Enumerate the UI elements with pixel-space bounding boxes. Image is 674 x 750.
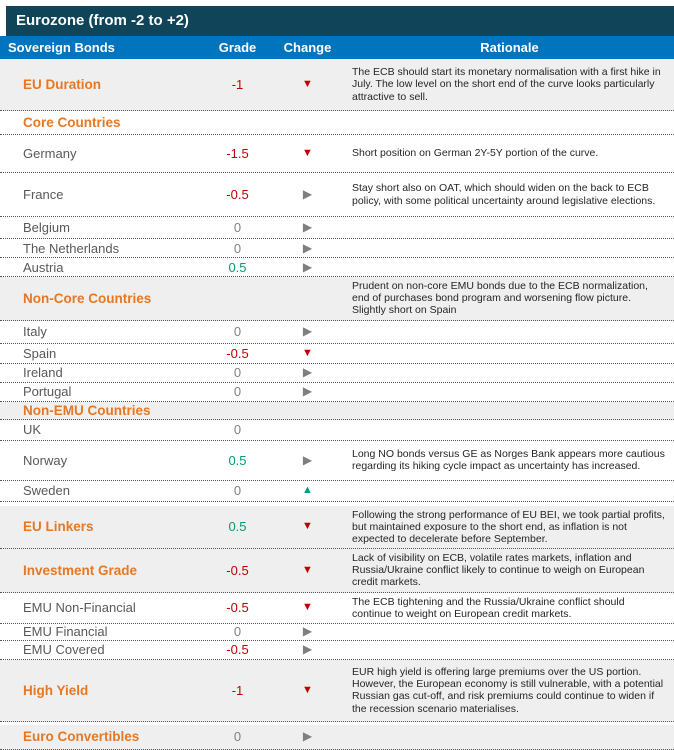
- bond-grades-table: [0, 6, 674, 750]
- row-label: UK: [23, 422, 42, 438]
- change-cell: [270, 685, 345, 696]
- row-label: Investment Grade: [23, 562, 138, 578]
- column-header-change: Change: [283, 40, 332, 55]
- table-row: [0, 660, 674, 722]
- table-row: [0, 239, 674, 258]
- change-cell: [270, 602, 345, 613]
- grade-value: -0.5: [226, 562, 249, 578]
- row-label: Norway: [23, 452, 68, 468]
- change-cell: [270, 485, 345, 496]
- table-row: [0, 277, 674, 321]
- down-arrow-icon: ▼: [302, 563, 313, 576]
- row-label: EMU Non-Financial: [23, 600, 136, 616]
- grade-value: -0.5: [226, 642, 249, 658]
- right-arrow-icon: ▶: [302, 729, 313, 744]
- row-label: Belgium: [23, 220, 70, 235]
- change-cell: [270, 188, 345, 201]
- table-row: [0, 364, 674, 383]
- grade-value: 0: [233, 240, 242, 256]
- rationale-text: Long NO bonds versus GE as Norges Bank appears more cautious regarding its hiking cycle impact as uncertainty has increased.: [352, 447, 665, 473]
- right-arrow-icon: ▶: [302, 324, 313, 339]
- table-row: [0, 111, 674, 135]
- rationale-text: [345, 488, 674, 494]
- column-header-grade: Grade: [218, 40, 257, 55]
- row-label: Ireland: [23, 365, 63, 381]
- grade-value: 0: [233, 422, 242, 438]
- down-arrow-icon: ▼: [302, 520, 313, 533]
- down-arrow-icon: ▼: [302, 147, 313, 159]
- grade-value: 0: [233, 324, 242, 340]
- rationale-text: [345, 245, 674, 251]
- row-label: EU Linkers: [23, 519, 94, 535]
- grade-value: 0: [233, 483, 242, 499]
- row-label: Non-EMU Countries: [23, 402, 151, 418]
- row-label: Sweden: [23, 483, 70, 499]
- right-arrow-icon: ▶: [302, 240, 313, 255]
- change-cell: [270, 730, 345, 743]
- table-title: Eurozone (from -2 to +2): [16, 12, 189, 29]
- grade-value: 0: [233, 624, 242, 640]
- rationale-text: Short position on German 2Y-5Y portion of the curve.: [352, 147, 599, 160]
- table-row: [0, 344, 674, 364]
- table-row: [0, 217, 674, 239]
- row-label: Spain: [23, 345, 57, 361]
- rationale-text: Prudent on non-core EMU bonds due to the ECB normalization, end of purchases bond program and worsening flow picture. Slightly short on Spain: [352, 280, 648, 317]
- right-arrow-icon: ▶: [302, 220, 313, 234]
- change-cell: [270, 385, 345, 398]
- grade-value: 0: [233, 220, 242, 235]
- change-cell: [270, 454, 345, 467]
- table-row: [0, 481, 674, 502]
- down-arrow-icon: ▼: [302, 78, 313, 90]
- change-cell: [270, 148, 345, 159]
- right-arrow-icon: ▶: [302, 642, 313, 657]
- change-cell: [270, 325, 345, 338]
- change-cell: [270, 643, 345, 656]
- rationale-text: [345, 734, 674, 740]
- grade-value: -0.5: [226, 600, 249, 616]
- rationale-text: [345, 389, 674, 395]
- table-row: [0, 549, 674, 593]
- grade-value: -0.5: [226, 345, 249, 361]
- right-arrow-icon: ▶: [302, 452, 313, 467]
- column-header-row: [0, 36, 674, 59]
- change-cell: [270, 242, 345, 255]
- table-row: [0, 173, 674, 217]
- change-cell: [270, 79, 345, 90]
- table-row: [0, 725, 674, 750]
- grade-value: 0.5: [228, 452, 247, 468]
- change-cell: [270, 565, 345, 576]
- column-header-rationale: Rationale: [480, 40, 539, 55]
- rationale-text: Stay short also on OAT, which should widen on the back to ECB policy, with some political uncertainty around legislative elections.: [352, 182, 656, 207]
- rationale-text: [345, 370, 674, 376]
- change-cell: [270, 521, 345, 532]
- grade-value: -1.5: [226, 146, 249, 161]
- grade-value: -1: [231, 77, 244, 92]
- table-row: [0, 383, 674, 402]
- grade-value: 0.5: [228, 259, 247, 275]
- rationale-text: Lack of visibility on ECB, volatile rates markets, inflation and Russia/Ukraine conflict likely to continue to weigh on European credit markets.: [352, 552, 645, 589]
- down-arrow-icon: ▼: [302, 601, 313, 614]
- right-arrow-icon: ▶: [302, 624, 313, 639]
- grade-value: 0: [233, 384, 242, 400]
- row-label: Portugal: [23, 384, 72, 400]
- table-row: [0, 624, 674, 641]
- row-label: Italy: [23, 324, 47, 340]
- grade-value: 0: [233, 729, 242, 745]
- table-row: [0, 506, 674, 550]
- row-label: EMU Financial: [23, 624, 108, 640]
- right-arrow-icon: ▶: [302, 384, 313, 399]
- row-label: Euro Convertibles: [23, 729, 140, 745]
- change-cell: [270, 261, 345, 274]
- row-label: Austria: [23, 259, 64, 275]
- down-arrow-icon: ▼: [302, 346, 313, 359]
- rationale-text: [345, 407, 674, 413]
- row-label: The Netherlands: [23, 240, 120, 256]
- change-cell: [270, 366, 345, 379]
- rationale-text: EUR high yield is offering large premiums over the US portion. However, the European economy is still vulnerable, with a potential Russian gas cut-off, and risk premiums could continue to widen if the recession scenario materialises.: [352, 666, 664, 715]
- table-row: [0, 593, 674, 624]
- down-arrow-icon: ▼: [302, 683, 313, 696]
- grade-value: 0: [233, 365, 242, 381]
- table-row: [0, 641, 674, 660]
- row-label: EMU Covered: [23, 642, 105, 658]
- row-label: High Yield: [23, 682, 89, 698]
- grade-value: -1: [231, 682, 244, 698]
- table-body: [0, 59, 674, 750]
- table-row: [0, 135, 674, 173]
- rationale-text: [345, 329, 674, 335]
- table-row: [0, 441, 674, 481]
- right-arrow-icon: ▶: [302, 187, 313, 201]
- up-arrow-icon: ▲: [302, 484, 313, 497]
- table-row: [0, 59, 674, 111]
- row-label: France: [23, 187, 64, 202]
- rationale-text: [345, 120, 674, 126]
- rationale-text: [345, 647, 674, 653]
- row-label: Non-Core Countries: [23, 290, 152, 306]
- grade-value: -0.5: [226, 187, 249, 202]
- table-row: [0, 402, 674, 420]
- rationale-text: The ECB should start its monetary normalisation with a first hike in July. The low level on the short end of the curve looks particularly attractive to sell.: [352, 66, 661, 103]
- right-arrow-icon: ▶: [302, 259, 313, 274]
- table-row: [0, 420, 674, 441]
- rationale-text: [345, 350, 674, 356]
- change-cell: [270, 221, 345, 234]
- rationale-text: Following the strong performance of EU BEI, we took partial profits, but maintained exposure to the short end, as inflation is not expected to decelerate before September.: [352, 508, 665, 545]
- rationale-text: The ECB tightening and the Russia/Ukraine conflict should continue to weight on European credit markets.: [352, 595, 625, 620]
- row-label: Core Countries: [23, 115, 121, 130]
- table-row: [0, 321, 674, 344]
- right-arrow-icon: ▶: [302, 365, 313, 380]
- grade-value: 0.5: [228, 519, 247, 535]
- rationale-text: [345, 629, 674, 635]
- change-cell: [270, 625, 345, 638]
- row-label: EU Duration: [23, 77, 102, 92]
- table-title-bar: [6, 6, 674, 36]
- row-label: Germany: [23, 146, 77, 161]
- rationale-text: [345, 427, 674, 433]
- column-header-sovereign-bonds: Sovereign Bonds: [8, 40, 115, 55]
- table-row: [0, 258, 674, 277]
- change-cell: [270, 348, 345, 359]
- rationale-text: [345, 264, 674, 270]
- rationale-text: [345, 225, 674, 231]
